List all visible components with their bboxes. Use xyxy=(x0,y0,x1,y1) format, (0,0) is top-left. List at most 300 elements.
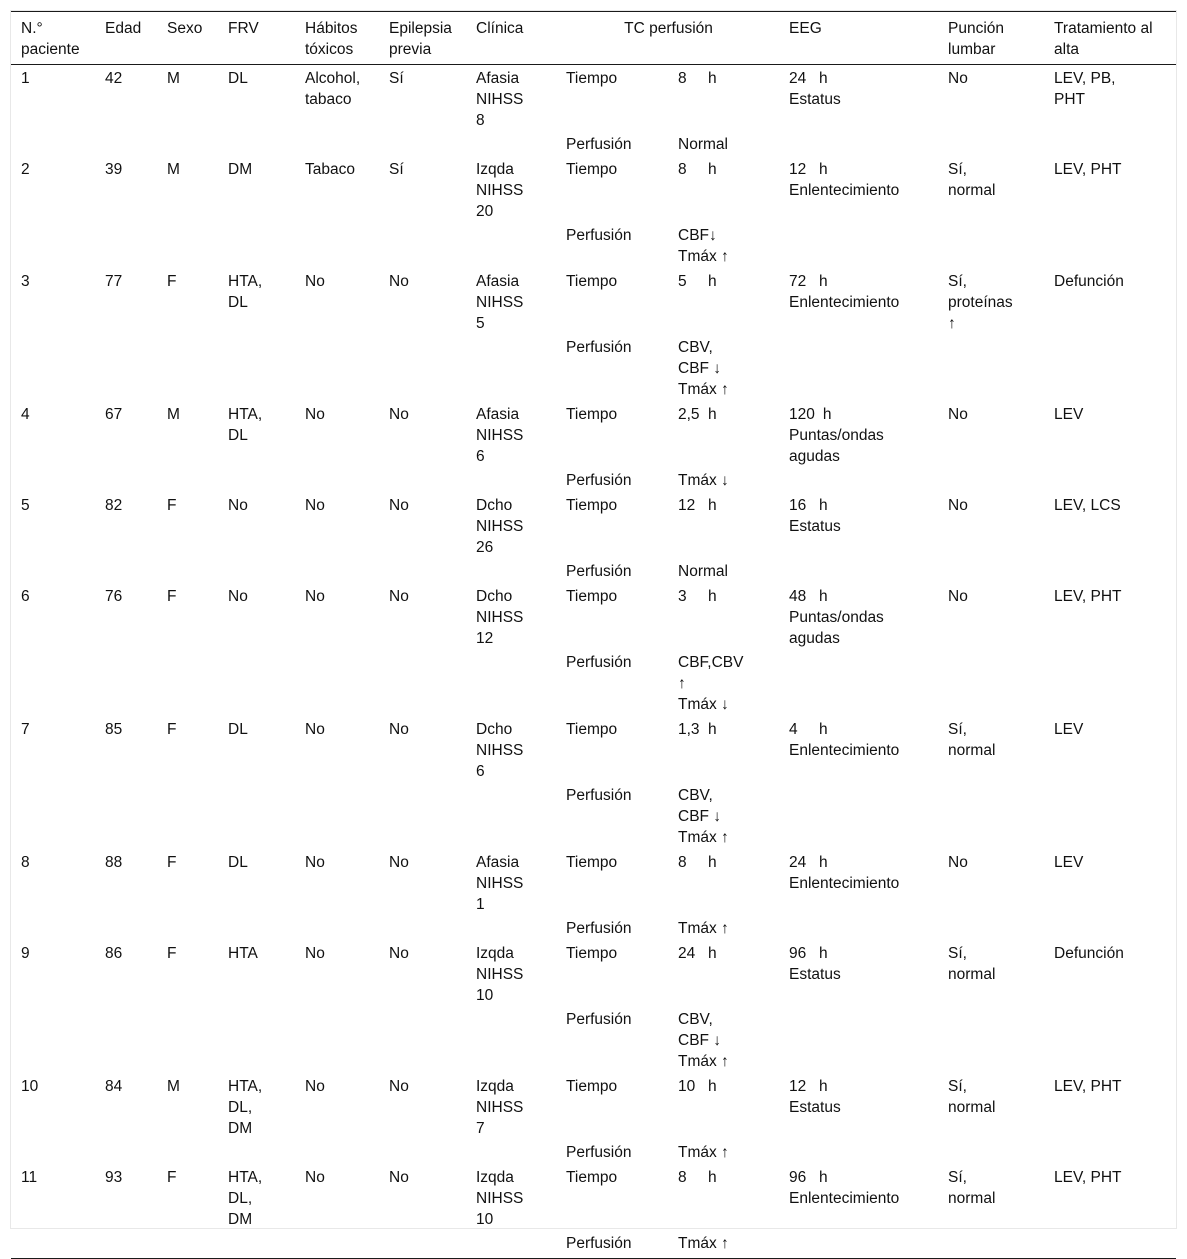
frv-cell xyxy=(218,583,295,651)
empty-cell xyxy=(218,1232,295,1259)
epilepsy-cell: No xyxy=(389,406,409,423)
empty-cell xyxy=(1044,336,1176,401)
empty-cell xyxy=(1044,1141,1176,1164)
eeg-result: Enlentecimiento xyxy=(789,182,900,199)
ct-perfusion-label: Perfusión xyxy=(566,654,632,671)
empty-cell xyxy=(466,469,556,492)
age-cell: 67 xyxy=(105,406,123,423)
table-row xyxy=(11,560,1176,583)
eeg-time xyxy=(789,68,930,89)
eeg-time xyxy=(789,719,930,740)
eeg-result: Enlentecimiento xyxy=(789,1190,900,1207)
frv-cell-line: DL xyxy=(228,427,248,444)
treatment-cell-line: LEV, PB, xyxy=(1054,70,1116,87)
ct-time-label: Tiempo xyxy=(566,497,618,514)
frv-cell xyxy=(218,1073,295,1141)
frv-cell-line: HTA xyxy=(228,945,258,962)
ct-time-cell-value: 12 xyxy=(678,497,696,514)
header-age: Edad xyxy=(105,20,142,37)
toxic-habits-cell-line: No xyxy=(305,1078,325,1095)
empty-cell xyxy=(379,651,466,716)
empty-cell xyxy=(295,336,379,401)
ct-time-cell-value: 1,3 xyxy=(678,721,700,738)
empty-cell xyxy=(938,1008,1044,1073)
ct-perfusion-cell-line: Normal xyxy=(678,136,728,153)
treatment-cell-line: LEV xyxy=(1054,721,1084,738)
toxic-habits-cell-line: No xyxy=(305,854,325,871)
treatment-cell xyxy=(1044,401,1176,469)
empty-cell xyxy=(11,1008,95,1073)
frv-cell xyxy=(218,492,295,560)
ct-perfusion-cell-line: CBV, xyxy=(678,787,713,804)
empty-cell xyxy=(157,917,218,940)
lumbar-puncture-cell-line: Sí, xyxy=(948,161,967,178)
toxic-habits-cell xyxy=(295,1164,379,1232)
frv-cell-line: DL, xyxy=(228,1099,253,1116)
empty-cell xyxy=(11,917,95,940)
ct-perfusion-label: Perfusión xyxy=(566,136,632,153)
frv-cell xyxy=(218,65,295,134)
empty-cell xyxy=(218,651,295,716)
empty-cell xyxy=(779,469,938,492)
frv-cell-line: HTA, xyxy=(228,1078,263,1095)
age-cell: 85 xyxy=(105,721,123,738)
clinic-cell xyxy=(466,401,556,469)
empty-cell xyxy=(11,133,95,156)
eeg-time-unit: h xyxy=(819,1169,828,1186)
clinic-cell-line: NIHSS xyxy=(476,742,524,759)
treatment-cell xyxy=(1044,268,1176,336)
eeg-time-value: 24 xyxy=(789,70,807,87)
toxic-habits-cell xyxy=(295,583,379,651)
ct-time-cell-unit: h xyxy=(708,406,717,423)
age-cell: 86 xyxy=(105,945,123,962)
clinic-cell-line: Izqda xyxy=(476,161,514,178)
ct-time-cell-unit: h xyxy=(708,854,717,871)
clinic-cell-line: 6 xyxy=(476,448,485,465)
ct-time-cell-unit: h xyxy=(708,721,717,738)
ct-perfusion-cell xyxy=(668,336,779,401)
treatment-cell-line: Defunción xyxy=(1054,273,1124,290)
treatment-cell-line: LEV, PHT xyxy=(1054,161,1122,178)
empty-cell xyxy=(157,133,218,156)
ct-time-cell-value: 8 xyxy=(678,1169,687,1186)
patient-number-cell: 6 xyxy=(21,588,30,605)
table-row xyxy=(11,917,1176,940)
treatment-cell xyxy=(1044,492,1176,560)
empty-cell xyxy=(938,469,1044,492)
ct-time-label: Tiempo xyxy=(566,854,618,871)
empty-cell xyxy=(779,1008,938,1073)
table-row xyxy=(11,336,1176,401)
lumbar-puncture-cell xyxy=(938,492,1044,560)
ct-perfusion-label: Perfusión xyxy=(566,920,632,937)
empty-cell xyxy=(379,469,466,492)
lumbar-puncture-cell xyxy=(938,583,1044,651)
epilepsy-cell: No xyxy=(389,588,409,605)
frv-cell xyxy=(218,1164,295,1232)
empty-cell xyxy=(218,469,295,492)
treatment-cell-line: LEV xyxy=(1054,854,1084,871)
empty-cell xyxy=(379,917,466,940)
toxic-habits-cell-line: No xyxy=(305,1169,325,1186)
empty-cell xyxy=(779,133,938,156)
lumbar-puncture-cell xyxy=(938,1164,1044,1232)
patients-table xyxy=(11,11,1176,1259)
header-previous-epilepsy: Epilepsia previa xyxy=(389,20,452,58)
empty-cell xyxy=(157,560,218,583)
sex-cell: F xyxy=(167,945,177,962)
empty-cell xyxy=(218,133,295,156)
table-row xyxy=(11,224,1176,268)
header-clinic: Clínica xyxy=(476,20,524,37)
eeg-cell xyxy=(779,583,938,651)
clinic-cell-line: 6 xyxy=(476,763,485,780)
clinic-cell-line: Afasia xyxy=(476,70,520,87)
table-header xyxy=(11,12,1176,65)
empty-cell xyxy=(938,1232,1044,1259)
clinic-cell xyxy=(466,65,556,134)
empty-cell xyxy=(95,560,157,583)
frv-cell-line: HTA, xyxy=(228,273,263,290)
eeg-result: Enlentecimiento xyxy=(789,742,900,759)
empty-cell xyxy=(379,1141,466,1164)
clinic-cell xyxy=(466,492,556,560)
treatment-cell-line: LEV, PHT xyxy=(1054,1169,1122,1186)
toxic-habits-cell xyxy=(295,716,379,784)
eeg-time xyxy=(789,1076,930,1097)
empty-cell xyxy=(218,1008,295,1073)
epilepsy-cell: Sí xyxy=(389,161,404,178)
ct-perfusion-cell-line: CBV, xyxy=(678,1011,713,1028)
ct-perfusion-label: Perfusión xyxy=(566,787,632,804)
empty-cell xyxy=(11,560,95,583)
empty-cell xyxy=(938,224,1044,268)
eeg-time-unit: h xyxy=(819,1078,828,1095)
table-row xyxy=(11,849,1176,917)
sex-cell: F xyxy=(167,721,177,738)
lumbar-puncture-cell xyxy=(938,716,1044,784)
eeg-result: Estatus xyxy=(789,966,841,983)
clinic-cell-line: Izqda xyxy=(476,1169,514,1186)
empty-cell xyxy=(157,1141,218,1164)
empty-cell xyxy=(295,1232,379,1259)
treatment-cell-line: PHT xyxy=(1054,91,1086,108)
clinic-cell-line: Afasia xyxy=(476,854,520,871)
table-row xyxy=(11,469,1176,492)
empty-cell xyxy=(218,1141,295,1164)
ct-perfusion-cell-line: ↑ xyxy=(678,675,686,692)
eeg-time-unit: h xyxy=(819,721,828,738)
eeg-time-value: 96 xyxy=(789,945,807,962)
lumbar-puncture-cell-line: normal xyxy=(948,182,996,199)
ct-time-cell-value: 5 xyxy=(678,273,687,290)
frv-cell-line: DL xyxy=(228,294,248,311)
ct-perfusion-label: Perfusión xyxy=(566,563,632,580)
empty-cell xyxy=(218,560,295,583)
header-eeg: EEG xyxy=(789,20,822,37)
clinic-cell-line: Izqda xyxy=(476,945,514,962)
ct-time-cell-unit: h xyxy=(708,1169,717,1186)
ct-perfusion-cell-line: CBF,CBV xyxy=(678,654,744,671)
ct-perfusion-cell-line: Tmáx ↑ xyxy=(678,248,729,265)
eeg-time-unit: h xyxy=(819,854,828,871)
toxic-habits-cell-line: Alcohol, xyxy=(305,70,361,87)
lumbar-puncture-cell-line: No xyxy=(948,588,968,605)
eeg-cell xyxy=(779,268,938,336)
lumbar-puncture-cell-line: ↑ xyxy=(948,315,956,332)
ct-time-cell xyxy=(668,849,779,917)
sex-cell: M xyxy=(167,70,180,87)
eeg-time xyxy=(789,1167,930,1188)
ct-time-cell xyxy=(668,1073,779,1141)
ct-time-cell-unit: h xyxy=(708,1078,717,1095)
frv-cell-line: DM xyxy=(228,1120,253,1137)
age-cell: 77 xyxy=(105,273,123,290)
empty-cell xyxy=(95,917,157,940)
ct-perfusion-label: Perfusión xyxy=(566,1011,632,1028)
header-text: N.° paciente xyxy=(21,20,80,58)
frv-cell-line: HTA, xyxy=(228,1169,263,1186)
sex-cell: F xyxy=(167,497,177,514)
treatment-cell-line: Defunción xyxy=(1054,945,1124,962)
toxic-habits-cell xyxy=(295,268,379,336)
lumbar-puncture-cell xyxy=(938,268,1044,336)
empty-cell xyxy=(295,133,379,156)
ct-time-label: Tiempo xyxy=(566,1078,618,1095)
ct-time-cell-unit: h xyxy=(708,161,717,178)
eeg-result: Enlentecimiento xyxy=(789,294,900,311)
eeg-time-value: 4 xyxy=(789,721,798,738)
eeg-time-value: 48 xyxy=(789,588,807,605)
ct-perfusion-cell-line: Tmáx ↓ xyxy=(678,472,729,489)
empty-cell xyxy=(379,224,466,268)
ct-perfusion-cell-line: CBF ↓ xyxy=(678,808,722,825)
ct-perfusion-cell-line: CBF ↓ xyxy=(678,360,722,377)
table-row xyxy=(11,784,1176,849)
eeg-result: Puntas/ondas xyxy=(789,609,884,626)
ct-perfusion-cell-line: CBF↓ xyxy=(678,227,717,244)
lumbar-puncture-cell-line: No xyxy=(948,497,968,514)
toxic-habits-cell xyxy=(295,492,379,560)
table-row xyxy=(11,940,1176,1008)
empty-cell xyxy=(779,560,938,583)
ct-perfusion-cell xyxy=(668,1008,779,1073)
empty-cell xyxy=(295,224,379,268)
frv-cell-line: DL xyxy=(228,854,248,871)
treatment-cell-line: LEV xyxy=(1054,406,1084,423)
empty-cell xyxy=(218,336,295,401)
empty-cell xyxy=(1044,133,1176,156)
empty-cell xyxy=(95,133,157,156)
empty-cell xyxy=(1044,917,1176,940)
toxic-habits-cell xyxy=(295,1073,379,1141)
treatment-cell-line: LEV, PHT xyxy=(1054,588,1122,605)
empty-cell xyxy=(295,560,379,583)
clinic-cell-line: 20 xyxy=(476,203,494,220)
frv-cell xyxy=(218,849,295,917)
eeg-cell xyxy=(779,65,938,134)
eeg-cell xyxy=(779,716,938,784)
empty-cell xyxy=(779,224,938,268)
table-row xyxy=(11,583,1176,651)
clinic-cell-line: 12 xyxy=(476,630,494,647)
empty-cell xyxy=(95,1008,157,1073)
sex-cell: F xyxy=(167,273,177,290)
eeg-time-unit: h xyxy=(819,588,828,605)
patient-number-cell: 4 xyxy=(21,406,30,423)
ct-time-cell-unit: h xyxy=(708,497,717,514)
ct-time-cell xyxy=(668,1164,779,1232)
clinic-cell-line: Dcho xyxy=(476,588,513,605)
eeg-time-value: 96 xyxy=(789,1169,807,1186)
ct-time-cell xyxy=(668,401,779,469)
empty-cell xyxy=(157,1008,218,1073)
clinic-cell-line: 10 xyxy=(476,1211,494,1228)
clinic-cell-line: Afasia xyxy=(476,273,520,290)
ct-perfusion-cell xyxy=(668,133,779,156)
empty-cell xyxy=(779,336,938,401)
epilepsy-cell: No xyxy=(389,1078,409,1095)
sex-cell: M xyxy=(167,1078,180,1095)
ct-perfusion-cell-line: Tmáx ↓ xyxy=(678,696,729,713)
eeg-time-unit: h xyxy=(819,945,828,962)
frv-cell-line: No xyxy=(228,588,248,605)
ct-time-cell-value: 8 xyxy=(678,854,687,871)
table-row xyxy=(11,716,1176,784)
header-sex: Sexo xyxy=(167,20,203,37)
clinic-cell-line: 1 xyxy=(476,896,485,913)
clinic-cell-line: NIHSS xyxy=(476,182,524,199)
empty-cell xyxy=(295,784,379,849)
empty-cell xyxy=(1044,784,1176,849)
ct-time-cell-unit: h xyxy=(708,945,717,962)
frv-cell xyxy=(218,940,295,1008)
empty-cell xyxy=(379,784,466,849)
eeg-time xyxy=(789,943,930,964)
toxic-habits-cell xyxy=(295,849,379,917)
frv-cell-line: DM xyxy=(228,1211,253,1228)
table-row xyxy=(11,156,1176,224)
ct-time-cell-value: 2,5 xyxy=(678,406,700,423)
ct-time-cell-unit: h xyxy=(708,588,717,605)
empty-cell xyxy=(1044,224,1176,268)
eeg-result: agudas xyxy=(789,630,840,647)
header-frv: FRV xyxy=(228,20,259,37)
clinic-cell-line: 26 xyxy=(476,539,494,556)
ct-perfusion-cell-line: Tmáx ↑ xyxy=(678,1144,729,1161)
table-row xyxy=(11,1141,1176,1164)
lumbar-puncture-cell-line: normal xyxy=(948,1099,996,1116)
empty-cell xyxy=(1044,651,1176,716)
ct-perfusion-label: Perfusión xyxy=(566,227,632,244)
ct-perfusion-label: Perfusión xyxy=(566,1235,632,1252)
empty-cell xyxy=(295,917,379,940)
eeg-cell xyxy=(779,156,938,224)
sex-cell: F xyxy=(167,588,177,605)
ct-perfusion-cell xyxy=(668,784,779,849)
ct-time-label: Tiempo xyxy=(566,721,618,738)
ct-perfusion-cell-line: Tmáx ↑ xyxy=(678,829,729,846)
patient-number-cell: 1 xyxy=(21,70,30,87)
eeg-time-value: 24 xyxy=(789,854,807,871)
table-row xyxy=(11,133,1176,156)
sex-cell: M xyxy=(167,406,180,423)
lumbar-puncture-cell-line: Sí, xyxy=(948,1169,967,1186)
eeg-result: Estatus xyxy=(789,91,841,108)
epilepsy-cell: No xyxy=(389,273,409,290)
table-body xyxy=(11,65,1176,1259)
clinic-cell-line: NIHSS xyxy=(476,966,524,983)
empty-cell xyxy=(779,917,938,940)
epilepsy-cell: No xyxy=(389,721,409,738)
empty-cell xyxy=(218,784,295,849)
eeg-cell xyxy=(779,1164,938,1232)
toxic-habits-cell-line: Tabaco xyxy=(305,161,355,178)
treatment-cell xyxy=(1044,940,1176,1008)
epilepsy-cell: Sí xyxy=(389,70,404,87)
lumbar-puncture-cell-line: Sí, xyxy=(948,945,967,962)
empty-cell xyxy=(157,469,218,492)
ct-time-label: Tiempo xyxy=(566,161,618,178)
ct-time-cell-unit: h xyxy=(708,273,717,290)
eeg-time-value: 16 xyxy=(789,497,807,514)
sex-cell: M xyxy=(167,161,180,178)
table-row xyxy=(11,1073,1176,1141)
sex-cell: F xyxy=(167,1169,177,1186)
treatment-cell xyxy=(1044,1073,1176,1141)
empty-cell xyxy=(95,784,157,849)
empty-cell xyxy=(11,224,95,268)
eeg-time-unit: h xyxy=(819,161,828,178)
ct-time-label: Tiempo xyxy=(566,273,618,290)
empty-cell xyxy=(779,1232,938,1259)
empty-cell xyxy=(466,224,556,268)
clinic-cell xyxy=(466,716,556,784)
clinic-cell xyxy=(466,268,556,336)
empty-cell xyxy=(938,133,1044,156)
frv-cell-line: DM xyxy=(228,161,253,178)
table-row xyxy=(11,1164,1176,1232)
toxic-habits-cell xyxy=(295,401,379,469)
empty-cell xyxy=(95,1141,157,1164)
ct-perfusion-cell-line: CBV, xyxy=(678,339,713,356)
lumbar-puncture-cell-line: proteínas xyxy=(948,294,1013,311)
eeg-time-unit: h xyxy=(822,406,832,423)
eeg-time-unit: h xyxy=(819,273,828,290)
age-cell: 82 xyxy=(105,497,123,514)
clinic-cell xyxy=(466,156,556,224)
patient-number-cell: 3 xyxy=(21,273,30,290)
ct-perfusion-label: Perfusión xyxy=(566,472,632,489)
table-row xyxy=(11,492,1176,560)
empty-cell xyxy=(938,917,1044,940)
lumbar-puncture-cell-line: Sí, xyxy=(948,1078,967,1095)
clinic-cell-line: Dcho xyxy=(476,721,513,738)
eeg-result: Enlentecimiento xyxy=(789,875,900,892)
clinic-cell-line: Dcho xyxy=(476,497,513,514)
eeg-time-unit: h xyxy=(819,70,828,87)
ct-perfusion-cell-line: CBF ↓ xyxy=(678,1032,722,1049)
ct-perfusion-cell xyxy=(668,224,779,268)
eeg-cell xyxy=(779,401,938,469)
ct-perfusion-cell xyxy=(668,917,779,940)
table-row xyxy=(11,651,1176,716)
eeg-result: Puntas/ondas xyxy=(789,427,884,444)
clinic-cell-line: NIHSS xyxy=(476,609,524,626)
patient-number-cell: 2 xyxy=(21,161,30,178)
toxic-habits-cell xyxy=(295,940,379,1008)
